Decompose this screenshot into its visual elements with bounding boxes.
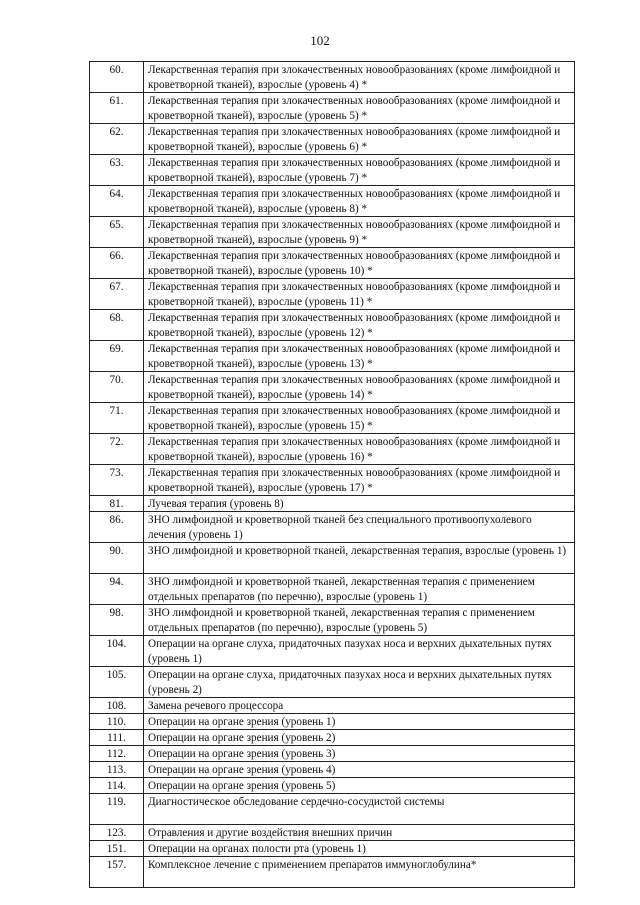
table-row: [90, 667, 575, 698]
table-row: [90, 636, 575, 667]
document-table: [89, 61, 575, 888]
table-row: [90, 372, 575, 403]
row-number: 63.: [90, 155, 144, 186]
row-number: 66.: [90, 248, 144, 279]
row-number: 86.: [90, 512, 144, 543]
row-number: 94.: [90, 574, 144, 605]
row-number: 72.: [90, 434, 144, 465]
row-number: 108.: [90, 698, 144, 714]
row-description: Лекарственная терапия при злокачественных новообразованиях (кроме лимфоидной и кроветворной тканей), взрослые (уровень 7) *: [144, 155, 575, 186]
table-row: [90, 762, 575, 778]
row-description: Лекарственная терапия при злокачественных новообразованиях (кроме лимфоидной и кроветворной тканей), взрослые (уровень 15) *: [144, 403, 575, 434]
table-row: [90, 434, 575, 465]
row-number: 90.: [90, 543, 144, 574]
row-description: Лекарственная терапия при злокачественных новообразованиях (кроме лимфоидной и кроветворной тканей), взрослые (уровень 11) *: [144, 279, 575, 310]
table-row: [90, 496, 575, 512]
row-description: Операции на органах полости рта (уровень 1): [144, 841, 575, 857]
row-description: Замена речевого процессора: [144, 698, 575, 714]
table-row: [90, 574, 575, 605]
table-row: [90, 543, 575, 574]
row-number: 110.: [90, 714, 144, 730]
row-description: Операции на органе зрения (уровень 2): [144, 730, 575, 746]
table-row: [90, 403, 575, 434]
table-row: [90, 857, 575, 888]
table-row: [90, 730, 575, 746]
table-row: [90, 841, 575, 857]
row-description: Операции на органе слуха, придаточных пазухах носа и верхних дыхательных путях (уровень 2): [144, 667, 575, 698]
table-row: [90, 186, 575, 217]
row-description: Лекарственная терапия при злокачественных новообразованиях (кроме лимфоидной и кроветворной тканей), взрослые (уровень 16) *: [144, 434, 575, 465]
row-description: Лекарственная терапия при злокачественных новообразованиях (кроме лимфоидной и кроветворной тканей), взрослые (уровень 13) *: [144, 341, 575, 372]
row-description: Лекарственная терапия при злокачественных новообразованиях (кроме лимфоидной и кроветворной тканей), взрослые (уровень 14) *: [144, 372, 575, 403]
row-number: 70.: [90, 372, 144, 403]
row-number: 60.: [90, 62, 144, 93]
row-description: Лучевая терапия (уровень 8): [144, 496, 575, 512]
table-row: [90, 465, 575, 496]
table-row: [90, 512, 575, 543]
row-number: 157.: [90, 857, 144, 888]
row-number: 114.: [90, 778, 144, 794]
row-description: Диагностическое обследование сердечно-сосудистой системы: [144, 794, 575, 825]
row-description: Комплексное лечение с применением препаратов иммуноглобулина*: [144, 857, 575, 888]
row-number: 123.: [90, 825, 144, 841]
row-number: 64.: [90, 186, 144, 217]
row-description: Лекарственная терапия при злокачественных новообразованиях (кроме лимфоидной и кроветворной тканей), взрослые (уровень 9) *: [144, 217, 575, 248]
row-description: Лекарственная терапия при злокачественных новообразованиях (кроме лимфоидной и кроветворной тканей), взрослые (уровень 8) *: [144, 186, 575, 217]
row-number: 113.: [90, 762, 144, 778]
row-number: 151.: [90, 841, 144, 857]
row-description: Операции на органе зрения (уровень 4): [144, 762, 575, 778]
row-description: Лекарственная терапия при злокачественных новообразованиях (кроме лимфоидной и кроветворной тканей), взрослые (уровень 6) *: [144, 124, 575, 155]
table-row: [90, 825, 575, 841]
row-description: ЗНО лимфоидной и кроветворной тканей, лекарственная терапия, взрослые (уровень 1): [144, 543, 575, 574]
row-description: ЗНО лимфоидной и кроветворной тканей без специального противоопухолевого лечения (уровень 1): [144, 512, 575, 543]
row-description: Операции на органе зрения (уровень 1): [144, 714, 575, 730]
table-row: [90, 746, 575, 762]
table-row: [90, 714, 575, 730]
row-number: 104.: [90, 636, 144, 667]
row-description: Лекарственная терапия при злокачественных новообразованиях (кроме лимфоидной и кроветворной тканей), взрослые (уровень 10) *: [144, 248, 575, 279]
row-description: Лекарственная терапия при злокачественных новообразованиях (кроме лимфоидной и кроветворной тканей), взрослые (уровень 4) *: [144, 62, 575, 93]
row-description: Лекарственная терапия при злокачественных новообразованиях (кроме лимфоидной и кроветворной тканей), взрослые (уровень 12) *: [144, 310, 575, 341]
row-description: Операции на органе слуха, придаточных пазухах носа и верхних дыхательных путях (уровень 1): [144, 636, 575, 667]
table-row: [90, 124, 575, 155]
table-row: [90, 778, 575, 794]
row-number: 81.: [90, 496, 144, 512]
table-row: [90, 794, 575, 825]
row-description: ЗНО лимфоидной и кроветворной тканей, лекарственная терапия с применением отдельных препаратов (по перечню), взрослые (уровень 1): [144, 574, 575, 605]
row-number: 68.: [90, 310, 144, 341]
row-description: Отравления и другие воздействия внешних причин: [144, 825, 575, 841]
table-row: [90, 62, 575, 93]
table-row: [90, 310, 575, 341]
row-number: 73.: [90, 465, 144, 496]
row-number: 62.: [90, 124, 144, 155]
table-row: [90, 217, 575, 248]
table-row: [90, 155, 575, 186]
table-row: [90, 248, 575, 279]
row-number: 61.: [90, 93, 144, 124]
row-description: Лекарственная терапия при злокачественных новообразованиях (кроме лимфоидной и кроветворной тканей), взрослые (уровень 5) *: [144, 93, 575, 124]
table-row: [90, 605, 575, 636]
page-number: 102: [310, 33, 330, 48]
row-description: Операции на органе зрения (уровень 3): [144, 746, 575, 762]
table-row: [90, 698, 575, 714]
row-description: Операции на органе зрения (уровень 5): [144, 778, 575, 794]
row-number: 67.: [90, 279, 144, 310]
table-row: [90, 341, 575, 372]
row-number: 111.: [90, 730, 144, 746]
row-number: 69.: [90, 341, 144, 372]
row-number: 71.: [90, 403, 144, 434]
row-number: 112.: [90, 746, 144, 762]
row-number: 105.: [90, 667, 144, 698]
table-row: [90, 93, 575, 124]
row-description: Лекарственная терапия при злокачественных новообразованиях (кроме лимфоидной и кроветворной тканей), взрослые (уровень 17) *: [144, 465, 575, 496]
row-description: ЗНО лимфоидной и кроветворной тканей, лекарственная терапия с применением отдельных препаратов (по перечню), взрослые (уровень 5): [144, 605, 575, 636]
row-number: 98.: [90, 605, 144, 636]
table-body: [90, 62, 575, 888]
table-row: [90, 279, 575, 310]
row-number: 65.: [90, 217, 144, 248]
row-number: 119.: [90, 794, 144, 825]
